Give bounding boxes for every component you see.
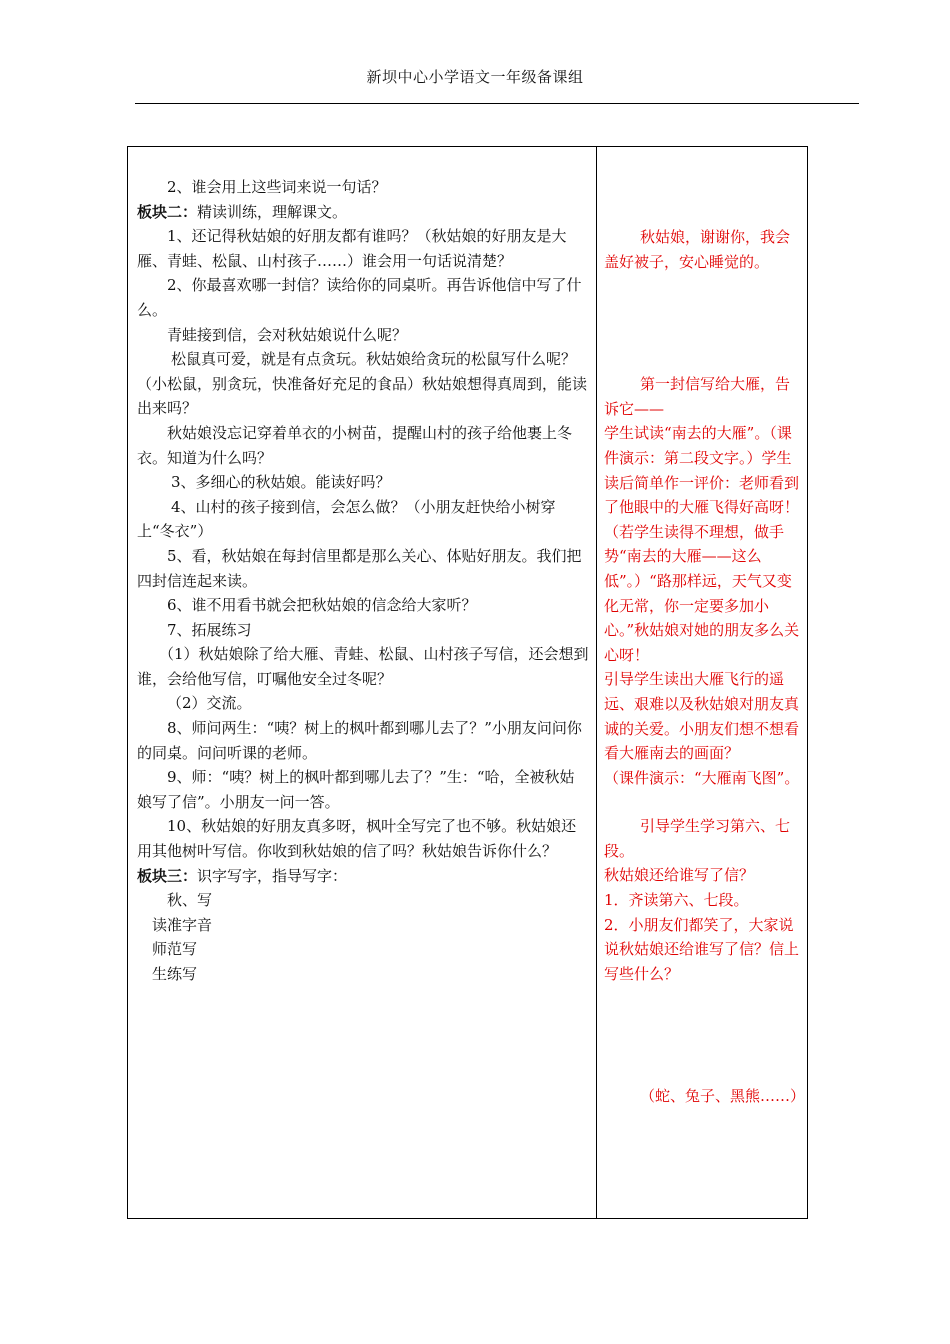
- header-divider: [135, 103, 859, 104]
- text-paragraph: （2）交流。: [167, 694, 252, 713]
- annotation-column: [604, 225, 806, 1109]
- text-line: 秋、写: [167, 891, 213, 910]
- section-label: 板块三：: [137, 866, 198, 885]
- annotation-text: （课件演示：“大雁南飞图”。: [604, 768, 800, 787]
- page-header-title: 新坝中心小学语文一年级备课组: [366, 68, 584, 86]
- teaching-process-column: [137, 175, 589, 987]
- annotation-text: 1．齐读第六、七段。: [604, 891, 749, 910]
- column-divider: [596, 147, 597, 1218]
- text-paragraph: 5、看，秋姑娘在每封信里都是那么关心、体贴好朋友。我们把四封信连起来读。: [137, 546, 582, 590]
- annotation-text: 秋姑娘，谢谢你，我会盖好被子，安心睡觉的。: [604, 228, 791, 271]
- text-paragraph: 青蛙接到信，会对秋姑娘说什么呢？: [167, 325, 408, 344]
- text-line: 师范写: [152, 940, 198, 959]
- section-heading-block3: [137, 864, 589, 889]
- annotation-text: （蛇、兔子、黑熊……）: [640, 1087, 806, 1106]
- lesson-plan-table: [127, 146, 808, 1219]
- text-paragraph: 10、秋姑娘的好朋友真多呀，枫叶全写完了也不够。秋姑娘还用其他树叶写信。你收到秋姑娘的信了吗？秋姑娘告诉你什么？: [137, 817, 577, 861]
- text-line: 2、谁会用上这些词来说一句话？: [167, 178, 387, 196]
- annotation-text: 第一封信写给大雁，告诉它——: [604, 375, 791, 418]
- text-line: 读准字音: [152, 915, 213, 934]
- text-paragraph: 1、还记得秋姑娘的好朋友都有谁吗？（秋姑娘的好朋友是大雁、青蛙、松鼠、山村孩子……）谁会用一句话说清楚？: [137, 227, 567, 270]
- text-paragraph: 4、山村的孩子接到信，会怎么做？（小朋友赶快给小树穿上“冬衣”）: [137, 497, 556, 541]
- section-label: 板块二：: [137, 202, 198, 221]
- text-paragraph: 7、拓展练习: [167, 620, 252, 639]
- section-title: 精读训练，理解课文。: [197, 202, 348, 221]
- annotation-text: 引导学生读出大雁飞行的遥远、艰难以及秋姑娘对朋友真诚的关爱。小朋友们想不想看看大雁南去的画面？: [604, 670, 800, 763]
- text-paragraph: 8、师问两生：“咦？树上的枫叶都到哪儿去了？”小朋友问问你的同桌。问问听课的老师。: [137, 719, 582, 762]
- text-paragraph: 6、谁不用看书就会把秋姑娘的信念给大家听？: [167, 596, 477, 615]
- annotation-text: 2．小朋友们都笑了，大家说说秋姑娘还给谁写了信？信上写些什么？: [604, 915, 800, 983]
- text-paragraph: 松鼠真可爱，就是有点贪玩。秋姑娘给贪玩的松鼠写什么呢？（小松鼠，别贪玩，快准备好充足的食品）秋姑娘想得真周到，能读出来吗？: [137, 350, 588, 418]
- section-heading-block2: [137, 200, 589, 225]
- text-paragraph: 2、你最喜欢哪一封信？读给你的同桌听。再告诉他信中写了什么。: [137, 276, 582, 319]
- text-paragraph: （1）秋姑娘除了给大雁、青蛙、松鼠、山村孩子写信，还会想到谁，会给他写信，叮嘱他安全过冬呢？: [137, 645, 589, 688]
- text-paragraph: 秋姑娘没忘记穿着单衣的小树苗，提醒山村的孩子给他裹上冬衣。知道为什么吗？: [137, 423, 573, 467]
- annotation-text: 秋姑娘还给谁写了信？: [604, 866, 755, 885]
- annotation-text: 引导学生学习第六、七段。: [604, 817, 791, 860]
- text-line: 生练写: [152, 965, 198, 983]
- section-title: 识字写字，指导写字：: [197, 866, 348, 885]
- text-paragraph: 9、师：“咦？树上的枫叶都到哪儿去了？”生：“哈，全被秋姑娘写了信”。小朋友一问一答。: [137, 768, 575, 811]
- text-paragraph: 3、多细心的秋姑娘。能读好吗？: [171, 473, 391, 492]
- annotation-text: 学生试读“南去的大雁”。（课件演示：第二段文字。）学生读后简单作一评价：老师看到了他眼中的大雁飞得好高呀！（若学生读得不理想，做手势“南去的大雁——这么低”。）“路那样远，天气又变化无常，你一定要多加小心。”秋姑娘对她的朋友多么关心呀！: [604, 424, 800, 664]
